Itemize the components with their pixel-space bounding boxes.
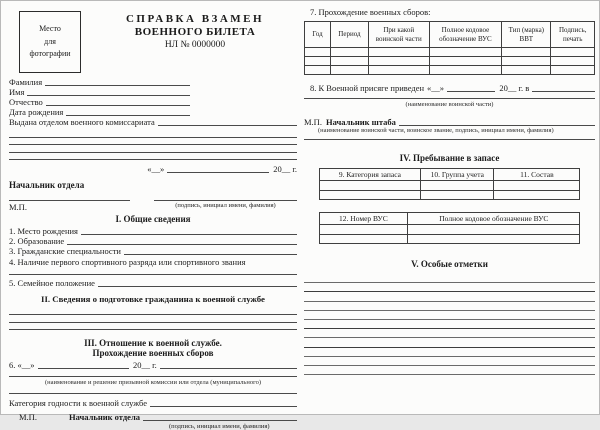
blank-line: [532, 91, 595, 92]
col-vus-full-code: Полное кодовое обозначение ВУС: [408, 213, 580, 225]
mp-label: М.П.: [304, 117, 322, 127]
oath-quote: «__»: [427, 83, 445, 93]
blank-line: [9, 138, 297, 146]
department-chief-label: Начальник отдела: [68, 412, 140, 422]
item6-year: 20__ г.: [132, 360, 157, 370]
mp-label: М.П.: [9, 202, 27, 212]
blank-line: [447, 91, 495, 92]
blank-line: [304, 329, 595, 338]
blank-line: [304, 320, 595, 329]
blank-line: [38, 368, 129, 369]
left-column: [9, 7, 297, 430]
civil-specialties-label: 3. Гражданские специальности: [9, 246, 121, 256]
blank-line: [66, 115, 190, 116]
field-fitness-category: [9, 398, 297, 408]
table-row: [319, 234, 580, 244]
col-period: Период: [331, 22, 369, 48]
section-7-label: 7. Прохождение военных сборов:: [310, 7, 431, 17]
empty-cell: [494, 181, 580, 191]
field-civil-specialties: [9, 246, 297, 256]
blank-line: [167, 172, 269, 173]
empty-cell: [429, 66, 502, 75]
blank-line: [304, 274, 595, 283]
blank-line: [143, 420, 297, 421]
stamp-area: [9, 200, 130, 212]
col-unit: При какой воинской части: [368, 22, 429, 48]
col-accounting-group: 10. Группа учета: [421, 169, 494, 181]
section-3-heading-line2: Прохождение военных сборов: [92, 348, 214, 358]
section-1-heading: I. Общие сведения: [115, 214, 191, 224]
empty-cell: [408, 234, 580, 244]
photo-box-text: фотографии: [29, 49, 71, 59]
birth-date-label: Дата рождения: [9, 107, 64, 117]
mp-label: М.П.: [19, 412, 37, 422]
empty-cell: [319, 190, 421, 200]
spacer: [304, 200, 595, 212]
photo-box-text: для: [44, 36, 56, 46]
field-item6-date: [9, 360, 297, 370]
doc-title: [93, 7, 297, 50]
blank-line: [304, 338, 595, 347]
blank-line: [67, 244, 297, 245]
table-row: [305, 48, 595, 57]
doc-title-line1: СПРАВКА ВЗАМЕН: [125, 13, 265, 25]
col-reserve-category: 9. Категория запаса: [319, 169, 421, 181]
empty-cell: [408, 225, 580, 235]
empty-cell: [429, 48, 502, 57]
empty-cell: [331, 57, 369, 66]
blank-line: [9, 145, 297, 153]
section-4-heading: IV. Пребывание в запасе: [399, 153, 500, 163]
field-marital-status: [9, 278, 297, 288]
surname-label: Фамилия: [9, 77, 43, 87]
issue-date-row: [147, 164, 297, 174]
blank-line: [304, 134, 595, 140]
patronymic-label: Отчество: [9, 97, 43, 107]
empty-cell: [319, 225, 408, 235]
table-header-row: [305, 22, 595, 48]
signature-caption: (подпись, инициал имени, фамилия): [168, 423, 270, 430]
signature-area: [154, 200, 297, 212]
empty-cell: [319, 234, 408, 244]
empty-cell: [331, 48, 369, 57]
field-birth-place: [9, 226, 297, 236]
sports-rank-label: 4. Наличие первого спортивного разряда или спортивного звания: [9, 257, 246, 267]
fitness-category-label: Категория годности к военной службе: [9, 398, 147, 408]
field-patronymic: [9, 97, 190, 107]
blank-line: [9, 153, 297, 161]
empty-cell: [305, 57, 331, 66]
date-year: 20__ г.: [273, 164, 297, 174]
empty-cell: [551, 66, 595, 75]
field-staff-chief: [304, 117, 595, 127]
blank-line: [304, 357, 595, 366]
signature-caption: (подпись, инициал имени, фамилия): [175, 202, 276, 209]
empty-cell: [421, 190, 494, 200]
staff-chief-caption: (наименование воинской части, воинское звание, подпись, инициал имени, фамилия): [318, 127, 554, 134]
table-header-row: [319, 169, 580, 181]
signature-row: [9, 200, 297, 212]
col-vus-code: Полное кодовое обозначение ВУС: [429, 22, 502, 48]
blank-line: [399, 125, 595, 126]
photo-placeholder-box: [19, 11, 81, 73]
field-surname: [9, 77, 190, 87]
form-header: [9, 7, 297, 77]
blank-line: [9, 315, 297, 323]
field-first-name: [9, 87, 190, 97]
empty-cell: [429, 57, 502, 66]
col-year: Год: [305, 22, 331, 48]
table-row: [319, 181, 580, 191]
field-chief-signature: [9, 412, 297, 422]
commission-caption: (наименование и решение призывной комиссии или отдела (муниципального): [44, 379, 261, 386]
table-row: [305, 66, 595, 75]
empty-cell: [368, 48, 429, 57]
birth-place-label: 1. Место рождения: [9, 226, 78, 236]
photo-box-text: Место: [39, 24, 61, 34]
field-education: [9, 236, 297, 246]
empty-cell: [502, 57, 551, 66]
first-name-label: Имя: [9, 87, 25, 97]
empty-cell: [368, 57, 429, 66]
blank-line: [304, 302, 595, 311]
empty-cell: [305, 48, 331, 57]
blank-line: [9, 308, 297, 316]
blank-line: [304, 283, 595, 292]
blank-line: [304, 348, 595, 357]
table-header-row: [319, 213, 580, 225]
vus-table: [319, 212, 581, 244]
date-quote: «__»: [147, 164, 165, 174]
field-issued-by: [9, 117, 297, 127]
blank-line: [304, 366, 595, 375]
military-training-table: [304, 21, 595, 75]
department-chief-label: Начальник отдела: [9, 180, 85, 190]
blank-line: [150, 406, 297, 407]
col-signature: Подпись, печать: [551, 22, 595, 48]
unit-name-caption: (наименование воинской части): [405, 101, 494, 108]
empty-cell: [494, 190, 580, 200]
blank-line: [81, 234, 297, 235]
empty-cell: [368, 66, 429, 75]
empty-cell: [331, 66, 369, 75]
blank-line: [45, 85, 190, 86]
empty-cell: [319, 181, 421, 191]
blank-line: [158, 125, 297, 126]
empty-cell: [502, 48, 551, 57]
marital-status-label: 5. Семейное положение: [9, 277, 95, 288]
oath-year-in: 20__ г. в: [499, 83, 530, 93]
right-column: [304, 7, 595, 375]
col-vus-number: 12. Номер ВУС: [319, 213, 408, 225]
staff-chief-label: Начальник штаба: [325, 117, 396, 127]
doc-title-line2: ВОЕННОГО БИЛЕТА: [134, 26, 256, 38]
blank-line: [9, 323, 297, 331]
table-row: [319, 225, 580, 235]
blank-line: [9, 386, 297, 394]
field-birth-date: [9, 107, 190, 117]
issued-by-label: Выдана отделом военного комиссариата: [9, 117, 155, 127]
field-oath: [304, 83, 595, 93]
col-composition: 11. Состав: [494, 169, 580, 181]
blank-line: [46, 105, 191, 106]
blank-line: [98, 286, 297, 287]
empty-cell: [551, 57, 595, 66]
empty-cell: [305, 66, 331, 75]
table-row: [319, 190, 580, 200]
col-vvt-type: Тип (марка) ВВТ: [502, 22, 551, 48]
blank-line: [124, 254, 297, 255]
education-label: 2. Образование: [9, 236, 65, 246]
empty-cell: [502, 66, 551, 75]
oath-prefix: 8. К Военной присяге приведен: [310, 83, 425, 93]
section-5-heading: V. Особые отметки: [411, 259, 488, 269]
section-2-heading: II. Сведения о подготовке гражданина к военной службе: [41, 293, 265, 304]
empty-cell: [421, 181, 494, 191]
blank-line: [304, 292, 595, 301]
blank-line: [160, 368, 297, 369]
blank-line: [9, 267, 297, 275]
blank-line: [304, 311, 595, 320]
doc-number: НЛ № 0000000: [164, 40, 226, 50]
blank-line: [27, 95, 190, 96]
reserve-table: [319, 168, 581, 200]
item6-prefix: 6. «__»: [9, 360, 35, 370]
blank-line: [9, 130, 297, 138]
table-row: [305, 57, 595, 66]
section-3-heading-line1: III. Отношение к военной службе.: [84, 338, 222, 348]
empty-cell: [551, 48, 595, 57]
